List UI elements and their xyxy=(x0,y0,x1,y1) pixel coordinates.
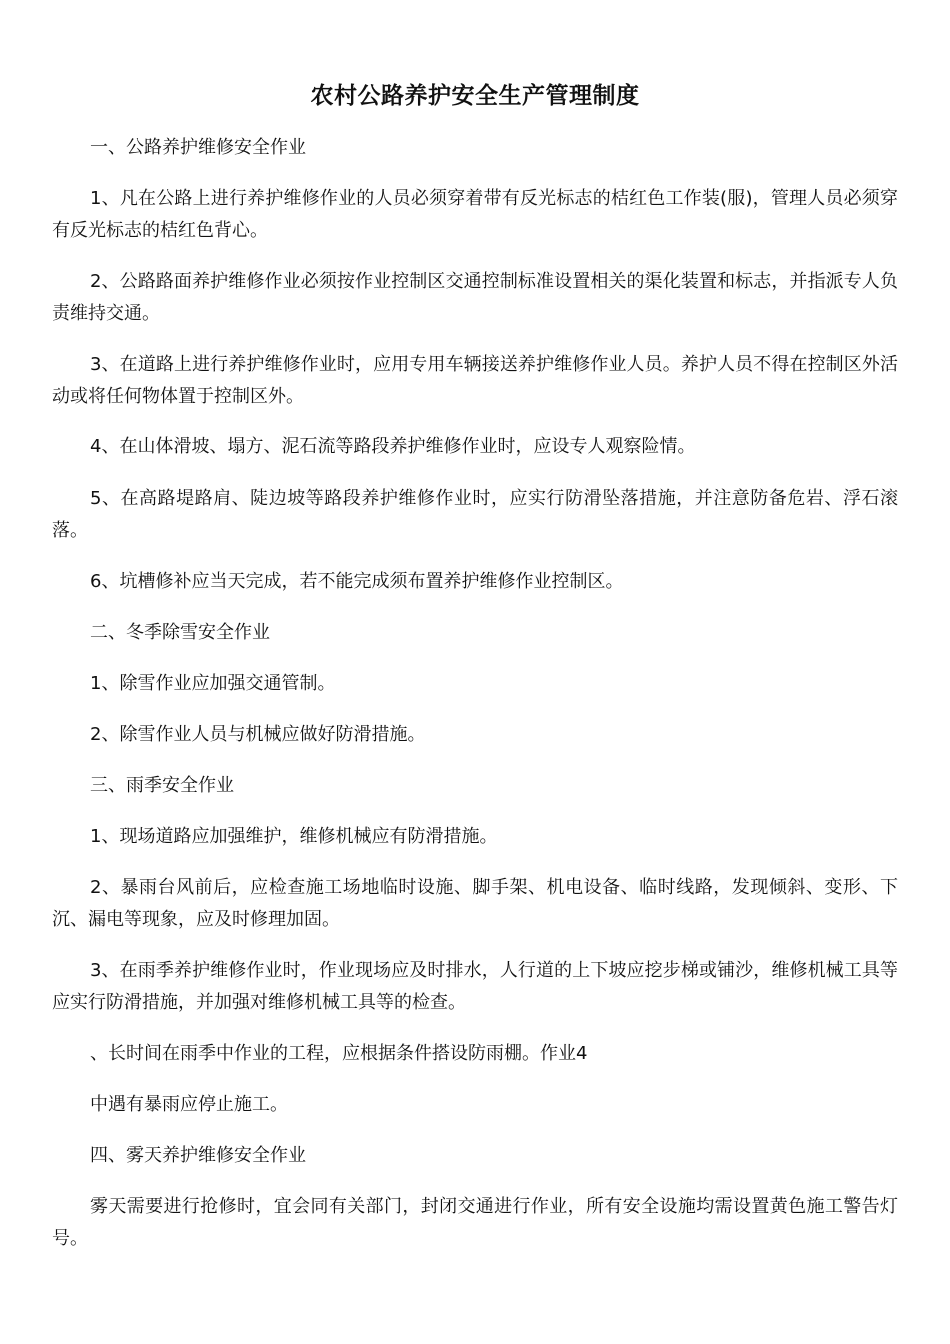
paragraph: 1、凡在公路上进行养护维修作业的人员必须穿着带有反光标志的桔红色工作装(服)，管理人员必须穿有反光标志的桔红色背心。 xyxy=(52,188,898,241)
paragraph: 1、除雪作业应加强交通管制。 xyxy=(90,673,336,694)
section-heading-3: 三、雨季安全作业 xyxy=(90,775,234,796)
document-title: 农村公路养护安全生产管理制度 xyxy=(310,83,640,109)
paragraph: 雾天需要进行抢修时，宜会同有关部门，封闭交通进行作业，所有安全设施均需设置黄色施工警告灯号。 xyxy=(52,1196,898,1249)
paragraph: 3、在道路上进行养护维修作业时，应用专用车辆接送养护维修作业人员。养护人员不得在控制区外活动或将任何物体置于控制区外。 xyxy=(52,354,898,407)
paragraph: 6、坑槽修补应当天完成，若不能完成须布置养护维修作业控制区。 xyxy=(90,571,624,592)
paragraph: 2、暴雨台风前后，应检查施工场地临时设施、脚手架、机电设备、临时线路，发现倾斜、变形、下沉、漏电等现象，应及时修理加固。 xyxy=(52,877,898,930)
paragraph: 5、在高路堤路肩、陡边坡等路段养护维修作业时，应实行防滑坠落措施，并注意防备危岩、浮石滚落。 xyxy=(52,488,898,541)
paragraph: 2、公路路面养护维修作业必须按作业控制区交通控制标准设置相关的渠化装置和标志，并指派专人负责维持交通。 xyxy=(52,271,898,324)
paragraph: 4、在山体滑坡、塌方、泥石流等路段养护维修作业时，应设专人观察险情。 xyxy=(90,436,696,457)
section-heading-4: 四、雾天养护维修安全作业 xyxy=(90,1145,306,1166)
paragraph: 中遇有暴雨应停止施工。 xyxy=(90,1094,288,1115)
section-heading-2: 二、冬季除雪安全作业 xyxy=(90,622,270,643)
paragraph: 、长时间在雨季中作业的工程，应根据条件搭设防雨棚。作业4 xyxy=(90,1043,588,1064)
paragraph: 2、除雪作业人员与机械应做好防滑措施。 xyxy=(90,724,426,745)
paragraph: 1、现场道路应加强维护，维修机械应有防滑措施。 xyxy=(90,826,498,847)
paragraph: 3、在雨季养护维修作业时，作业现场应及时排水，人行道的上下坡应挖步梯或铺沙，维修机械工具等应实行防滑措施，并加强对维修机械工具等的检查。 xyxy=(52,960,898,1013)
section-heading-1: 一、公路养护维修安全作业 xyxy=(90,137,306,158)
